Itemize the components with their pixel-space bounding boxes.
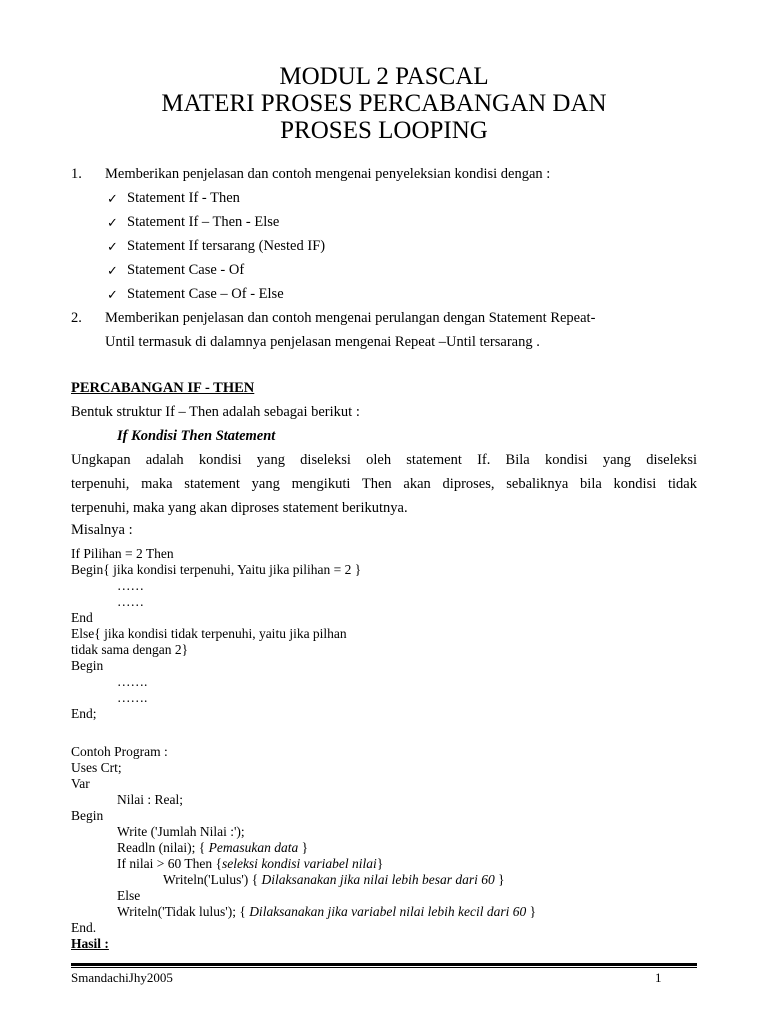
program-line: Write ('Jumlah Nilai :');	[117, 824, 245, 839]
program-line-tidak-lulus	[117, 904, 536, 920]
check-icon: ✓	[107, 191, 118, 206]
example-line: …….	[117, 690, 148, 705]
example-line: If Pilihan = 2 Then	[71, 546, 174, 561]
section-heading: PERCABANGAN IF - THEN	[71, 380, 255, 396]
example-line: End;	[71, 706, 97, 721]
check-icon: ✓	[107, 263, 118, 278]
example-line: …….	[117, 674, 148, 689]
result-label: Hasil :	[71, 936, 109, 951]
program-line-if	[117, 856, 383, 872]
example-line: End	[71, 610, 93, 625]
program-line: End.	[71, 920, 97, 935]
example-line: Begin{ jika kondisi terpenuhi, Yaitu jika pilihan = 2 }	[71, 562, 362, 577]
bullet-nested-if: Statement If tersarang (Nested IF)	[127, 238, 326, 254]
bullet-if-then-else: Statement If – Then - Else	[127, 214, 280, 230]
program-line: Else	[117, 888, 141, 903]
code-text: }	[494, 872, 505, 887]
title-line-1: MODUL 2 PASCAL	[279, 63, 489, 90]
code-comment: Pemasukan data	[208, 840, 299, 855]
program-line: Nilai : Real;	[117, 792, 183, 807]
example-label: Misalnya :	[71, 522, 133, 538]
example-line: Begin	[71, 658, 104, 673]
objective-2-line-1: Memberikan penjelasan dan contoh mengenai perulangan dengan Statement Repeat-	[105, 310, 596, 326]
footer-divider	[71, 967, 697, 968]
program-label: Contoh Program :	[71, 744, 168, 759]
paragraph-line-2: terpenuhi, maka statement yang mengikuti Then akan diproses, sebaliknya bila kondisi tidak	[71, 476, 697, 492]
objective-1-text: Memberikan penjelasan dan contoh mengenai penyeleksian kondisi dengan :	[105, 166, 551, 182]
check-icon: ✓	[107, 239, 118, 254]
page-number: 1	[655, 970, 662, 985]
paragraph-line-1: Ungkapan adalah kondisi yang diseleksi oleh statement If. Bila kondisi yang diseleksi	[71, 452, 697, 468]
code-text: }	[376, 856, 384, 871]
syntax-line: If Kondisi Then Statement	[117, 428, 276, 444]
code-text: Readln (nilai); {	[117, 840, 209, 855]
code-text: If nilai > 60 Then {	[117, 856, 222, 871]
example-line: ……	[117, 594, 144, 609]
program-line-readln	[117, 840, 308, 856]
code-comment: seleksi kondisi variabel nilai	[221, 856, 377, 871]
example-line: tidak sama dengan 2}	[71, 642, 189, 657]
footer-author: SmandachiJhy2005	[71, 970, 173, 985]
program-line: Var	[71, 776, 90, 791]
bullet-case-of-else: Statement Case – Of - Else	[127, 286, 284, 302]
code-comment: Dilaksanakan jika variabel nilai lebih kecil dari 60	[249, 904, 527, 919]
list-number-1: 1.	[71, 166, 82, 182]
program-line: Begin	[71, 808, 104, 823]
bullet-if-then: Statement If - Then	[127, 190, 240, 206]
title-line-3: PROSES LOOPING	[280, 117, 488, 144]
check-icon: ✓	[107, 287, 118, 302]
code-text: }	[298, 840, 309, 855]
code-text: Writeln('Tidak lulus'); {	[117, 904, 250, 919]
list-number-2: 2.	[71, 310, 82, 326]
footer-divider	[71, 963, 697, 966]
example-line: Else{ jika kondisi tidak terpenuhi, yaitu jika pilhan	[71, 626, 347, 641]
bullet-case-of: Statement Case - Of	[127, 262, 245, 278]
program-line: Uses Crt;	[71, 760, 122, 775]
program-line-lulus	[163, 872, 505, 888]
paragraph-line-3: terpenuhi, maka yang akan diproses statement berikutnya.	[71, 500, 408, 516]
code-text: }	[526, 904, 537, 919]
code-text: Writeln('Lulus') {	[163, 872, 262, 887]
objective-2-line-2: Until termasuk di dalamnya penjelasan mengenai Repeat –Until tersarang .	[105, 334, 540, 350]
check-icon: ✓	[107, 215, 118, 230]
code-comment: Dilaksanakan jika nilai lebih besar dari 60	[261, 872, 495, 887]
example-line: ……	[117, 578, 144, 593]
title-line-2: MATERI PROSES PERCABANGAN DAN	[161, 90, 607, 117]
section-intro: Bentuk struktur If – Then adalah sebagai berikut :	[71, 404, 360, 420]
